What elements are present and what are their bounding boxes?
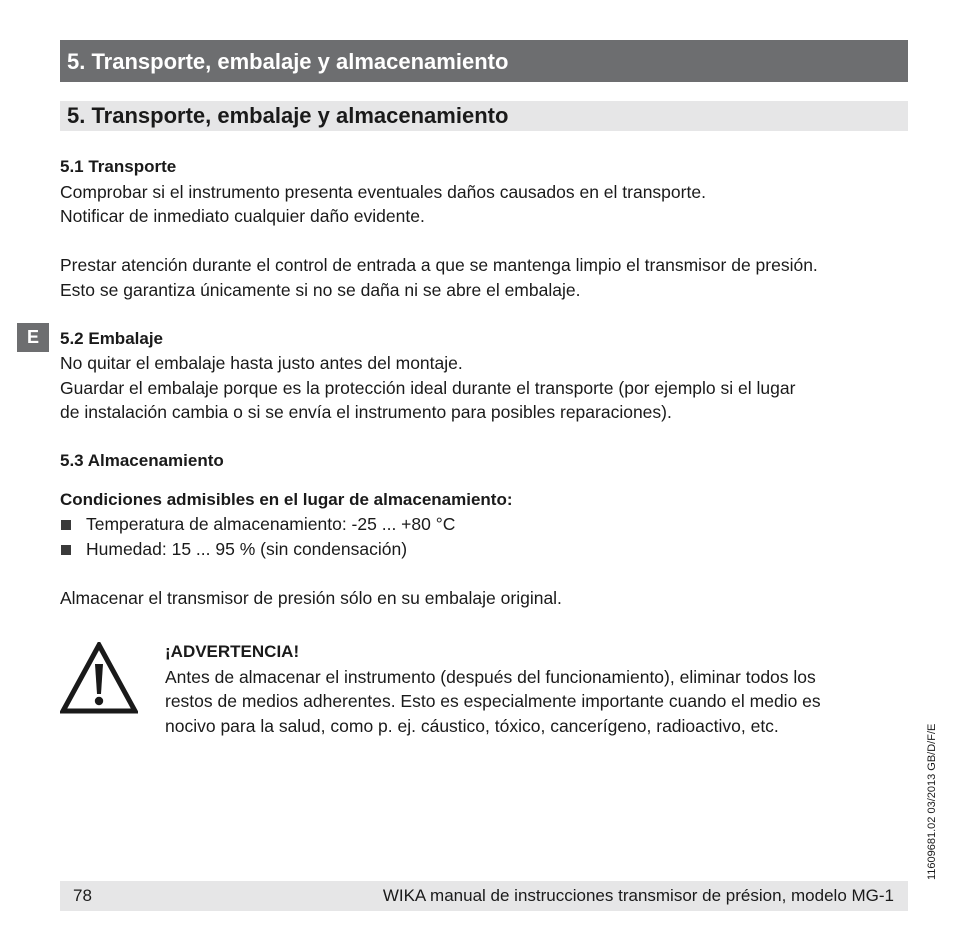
list-item: Humedad: 15 ... 95 % (sin condensación) xyxy=(60,537,930,562)
bullet-square-icon xyxy=(61,520,71,530)
packaging-heading: 5.2 Embalaje xyxy=(60,328,164,348)
warning-line-1: Antes de almacenar el instrumento (después del funcionamiento), eliminar todos los xyxy=(165,666,816,687)
storage-conditions-heading: Condiciones admisibles en el lugar de almacenamiento: xyxy=(60,489,513,509)
storage-conditions-list xyxy=(60,512,930,561)
storage-note: Almacenar el transmisor de presión sólo en su embalaje original. xyxy=(60,587,562,608)
packaging-line-1: No quitar el embalaje hasta justo antes del montaje. xyxy=(60,353,463,373)
chapter-title-bar: 5. Transporte, embalaje y almacenamiento xyxy=(60,40,908,82)
list-item: Temperatura de almacenamiento: -25 ... +80 °C xyxy=(60,512,930,537)
transport-line-3: Prestar atención durante el control de entrada a que se mantenga limpio el transmisor de presión. xyxy=(60,255,818,275)
bullet-square-icon xyxy=(61,545,71,555)
warning-line-2: restos de medios adherentes. Esto es especialmente importante cuando el medio es xyxy=(165,691,821,711)
transport-heading: 5.1 Transporte xyxy=(60,157,177,176)
packaging-line-3: de instalación cambia o si se envía el instrumento para posibles reparaciones). xyxy=(60,402,672,422)
storage-heading: 5.3 Almacenamiento xyxy=(60,451,224,470)
language-tab: E xyxy=(17,323,49,352)
section-title-bar: 5. Transporte, embalaje y almacenamiento xyxy=(60,101,908,131)
warning-triangle-icon xyxy=(60,642,138,714)
warning-line-3: nocivo para la salud, como p. ej. cáustico, tóxico, cancerígeno, radioactivo, etc. xyxy=(165,715,779,736)
warning-block xyxy=(165,640,905,738)
warning-title: ¡ADVERTENCIA! xyxy=(165,642,300,661)
transport-line-2: Notificar de inmediato cualquier daño evidente. xyxy=(60,206,425,226)
manual-title: WIKA manual de instrucciones transmisor de présion, modelo MG-1 xyxy=(382,886,894,905)
main-content xyxy=(60,155,930,610)
packaging-line-2: Guardar el embalaje porque es la protección ideal durante el transporte (por ejemplo si el lugar xyxy=(60,377,796,398)
page-number: 78 xyxy=(73,886,92,905)
transport-line-4: Esto se garantiza únicamente si no se daña ni se abre el embalaje. xyxy=(60,279,581,300)
document-code: 11609681.02 03/2013 GB/D/F/E xyxy=(926,723,938,880)
transport-line-1: Comprobar si el instrumento presenta eventuales daños causados en el transporte. xyxy=(60,181,706,202)
footer-bar xyxy=(60,881,908,911)
